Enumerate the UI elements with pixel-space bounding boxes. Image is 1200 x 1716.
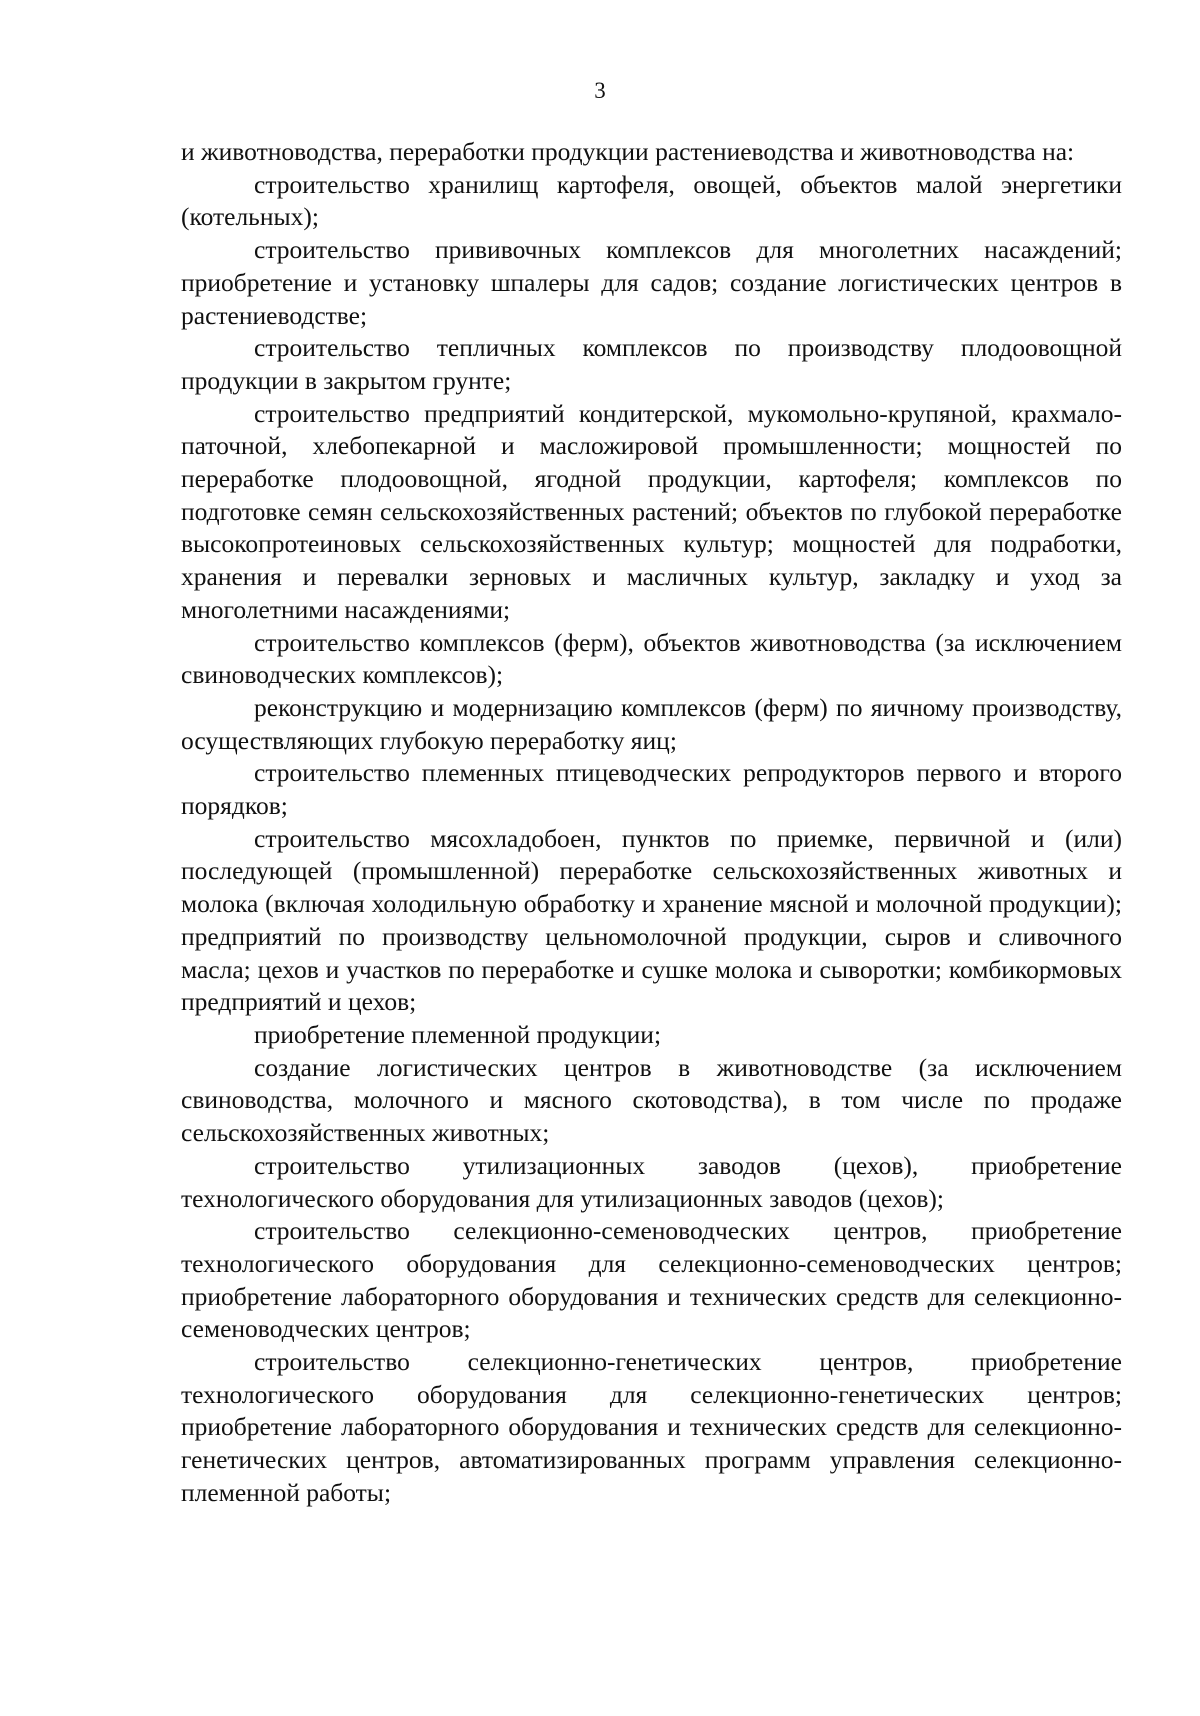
- paragraph-continuation: и животноводства, переработки продукции растениеводства и животноводства на:: [181, 137, 1075, 166]
- paragraph: строительство тепличных комплексов по производству плодоовощной продукции в закрытом грунте;: [181, 333, 1122, 395]
- paragraph: приобретение племенной продукции;: [254, 1019, 662, 1049]
- paragraph: строительство предприятий кондитерской, мукомольно-крупяной, крахмало-паточной, хлебопекарной и масложировой промышленности; мощностей по переработке плодоовощной, ягодной продукции, картофеля; комплексов по подготовке семян сельскохозяйственных растений; объектов по глубокой переработке высокопротеиновых сельскохозяйственных культур; мощностей для подработки, хранения и перевалки зерновых и масличных культур, закладку и уход за многолетними насаждениями;: [181, 398, 1122, 624]
- paragraph: строительство утилизационных заводов (цехов), приобретение технологического оборудования для утилизационных заводов (цехов);: [181, 1150, 1122, 1213]
- paragraph: строительство мясохладобоен, пунктов по приемке, первичной и (или) последующей (промышленной) переработке сельскохозяйственных животных и молока (включая холодильную обработку и хранение мясной и молочной продукции); предприятий по производству цельномолочной продукции, сыров и сливочного масла; цехов и участков по переработке и сушке молока и сыворотки; комбикормовых предприятий и цехов;: [181, 823, 1122, 1017]
- paragraph: строительство племенных птицеводческих репродукторов первого и второго порядков;: [181, 758, 1122, 821]
- paragraph: строительство хранилищ картофеля, овощей, объектов малой энергетики (котельных);: [181, 169, 1122, 232]
- paragraph: создание логистических центров в животноводстве (за исключением свиноводства, молочного и мясного скотоводства), в том числе по продаже сельскохозяйственных животных;: [181, 1052, 1122, 1148]
- paragraph: строительство селекционно-генетических центров, приобретение технологического оборудования для селекционно-генетических центров; приобретение лабораторного оборудования и технических средств для селекционно-генетических центров, автоматизированных программ управления селекционно-племенной работы;: [181, 1347, 1122, 1507]
- page-number: 3: [594, 78, 606, 103]
- paragraph: строительство комплексов (ферм), объектов животноводства (за исключением свиноводческих комплексов);: [181, 627, 1122, 690]
- paragraph: реконструкцию и модернизацию комплексов (ферм) по яичному производству, осуществляющих глубокую переработку яиц;: [181, 692, 1122, 755]
- paragraph: строительство прививочных комплексов для многолетних насаждений; приобретение и установку шпалеры для садов; создание логистических центров в растениеводстве;: [181, 235, 1122, 330]
- document-body: [181, 136, 1122, 1510]
- paragraph: строительство селекционно-семеноводческих центров, приобретение технологического оборудования для селекционно-семеноводческих центров; приобретение лабораторного оборудования и технических средств для селекционно-семеноводческих центров;: [181, 1216, 1122, 1344]
